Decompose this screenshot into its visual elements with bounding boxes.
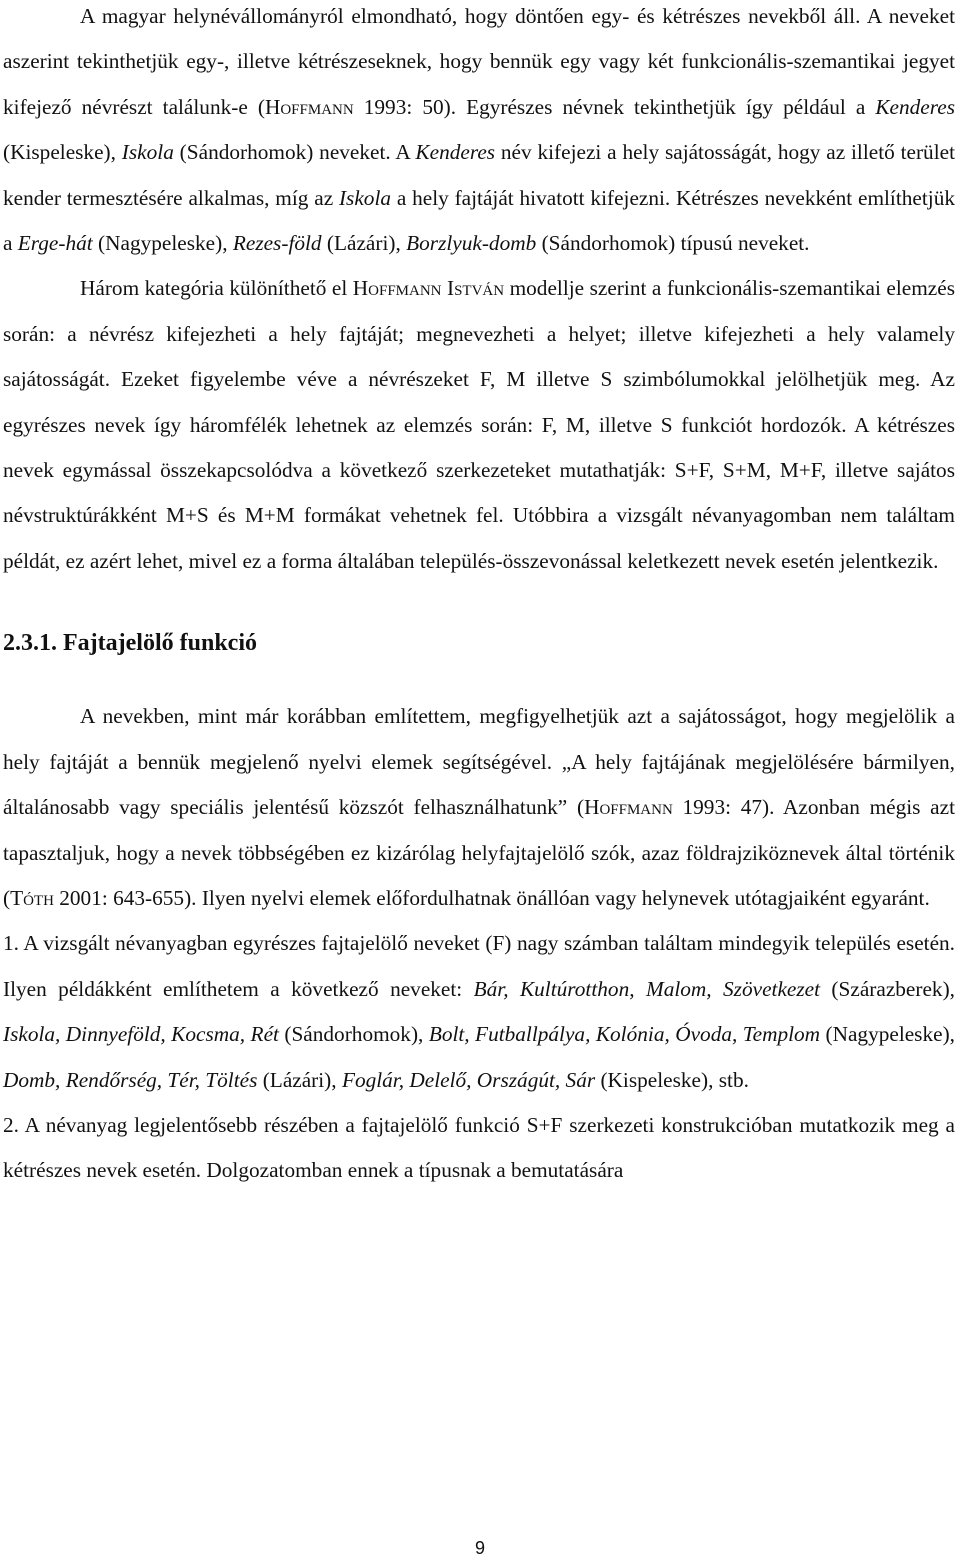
text-run: 1993: 50). Egyrészes névnek tekinthetjük így például a xyxy=(353,94,876,119)
italic-text-run: Kenderes xyxy=(415,140,496,165)
small-caps-name: Hoffmann István xyxy=(352,276,505,301)
italic-text-run: Rezes-föld xyxy=(232,231,322,256)
italic-text-run: Erge-hát xyxy=(17,231,93,256)
text-run: (Nagypeleske), xyxy=(92,231,233,256)
section-heading: 2.3.1. Fajtajelölő funkció xyxy=(3,630,257,657)
italic-text-run: Foglár, Delelő, Országút, Sár xyxy=(341,1067,596,1092)
italic-text-run: Domb, Rendőrség, Tér, Töltés xyxy=(3,1067,258,1092)
italic-text-run: Kenderes xyxy=(875,94,955,119)
text-run: (Sándorhomok) típusú neveket. xyxy=(536,231,810,256)
text-run: A nevekben, mint már korábban említettem, megfigyelhetjük azt a sajátosságot, hogy megjelölik a hely fajtáját a bennük megjelenő nyelvi elemek segítségével. „A hely fajtájának megjelölésére bármilyen, általánosabb vagy speciális jelentésű közszót felhasználhatunk” ( xyxy=(3,704,955,820)
text-run: (Lázári), xyxy=(257,1067,342,1092)
paragraph-1 xyxy=(3,0,955,266)
text-run: (Szárazberek), xyxy=(820,976,955,1001)
paragraph-3 xyxy=(3,694,955,921)
text-run: (Sándorhomok) neveket. A xyxy=(173,140,416,165)
italic-text-run: Iskola xyxy=(338,185,392,210)
text-run: 1. A vizsgált névanyagban egyrészes fajtajelölő neveket (F) nagy számban találtam mindegyik település esetén. Ilyen példákként említhetem a következő neveket: xyxy=(3,931,955,1001)
text-run: (Sándorhomok), xyxy=(278,1022,429,1047)
italic-text-run: Borzlyuk-domb xyxy=(406,231,537,256)
italic-text-run: Iskola xyxy=(121,140,174,165)
text-run: (Nagypeleske), xyxy=(820,1022,955,1047)
text-run: (Lázári), xyxy=(321,231,407,256)
text-run: 2001: 643-655). Ilyen nyelvi elemek előfordulhatnak önállóan vagy helynevek utótagjaiként egyaránt. xyxy=(53,885,930,910)
italic-text-run: Iskola, Dinnyeföld, Kocsma, Rét xyxy=(3,1022,279,1047)
text-run: (Kispeleske), stb. xyxy=(595,1067,749,1092)
page-number: 9 xyxy=(474,1538,485,1558)
text-run: Három kategória különíthető el xyxy=(80,276,353,301)
small-caps-name: Hoffmann xyxy=(584,795,673,820)
italic-text-run: Bár, Kultúrotthon, Malom, Szövetkezet xyxy=(473,976,821,1001)
text-run: (Kispeleske), xyxy=(3,140,122,165)
list-item-1 xyxy=(3,921,955,1103)
list-item-2 xyxy=(3,1103,955,1194)
text-run: 2. A névanyag legjelentősebb részében a fajtajelölő funkció S+F szerkezeti konstrukcióban mutatkozik meg a kétrészes nevek esetén. Dolgozatomban ennek a típusnak a bemutatására xyxy=(3,1112,955,1183)
paragraph-2 xyxy=(3,266,955,584)
text-run: 1993: 47). Azonban mégis azt tapasztaljuk, hogy a nevek többségében ez kizárólag helyfajtajelölő szók, azaz földrajziköznevek által történik ( xyxy=(3,795,955,910)
document-body xyxy=(3,0,955,1194)
text-run: a hely fajtáját hivatott kifejezni. Kétrészes nevekként említhetjük a xyxy=(3,185,955,256)
text-run: név kifejezi a hely sajátosságát, hogy az illető terület kender termesztésére alkalmas, míg az xyxy=(3,140,955,210)
text-run: modellje szerint a funkcionális-szemantikai elemzés során: a névrész kifejezheti a hely fajtáját; megnevezheti a helyet; illetve kifejezheti a hely valamely sajátosságát. Ezeket figyelembe véve a névrészeket F, M illetve S szimbólumokkal jelölhetjük meg. Az egyrészes nevek így háromfélék lehetnek az elemzés során: F, M, illetve S funkciót hordozók. A kétrészes nevek egymással összekapcsolódva a következő szerkezeteket mutathatják: S+F, S+M, M+F, illetve sajátos névstruktúrákként M+S és M+M formákat vehetnek fel. Utóbbira a vizsgált névanyagomban nem találtam példát, ez azért lehet, mivel ez a forma általában település-összevonással keletkezett nevek esetén jelentkezik. xyxy=(3,276,955,573)
small-caps-name: Hoffmann xyxy=(264,94,354,119)
small-caps-name: Tóth xyxy=(10,885,54,910)
italic-text-run: Bolt, Futballpálya, Kolónia, Óvoda, Templom xyxy=(428,1022,821,1047)
text-run: A magyar helynévállományról elmondható, hogy döntően egy- és kétrészes nevekből áll. A neveket aszerint tekinthetjük egy-, illetve kétrészeseknek, hogy bennük egy vagy két funkcionális-szemantikai jegyet kifejező névrészt találunk-e ( xyxy=(3,4,955,119)
